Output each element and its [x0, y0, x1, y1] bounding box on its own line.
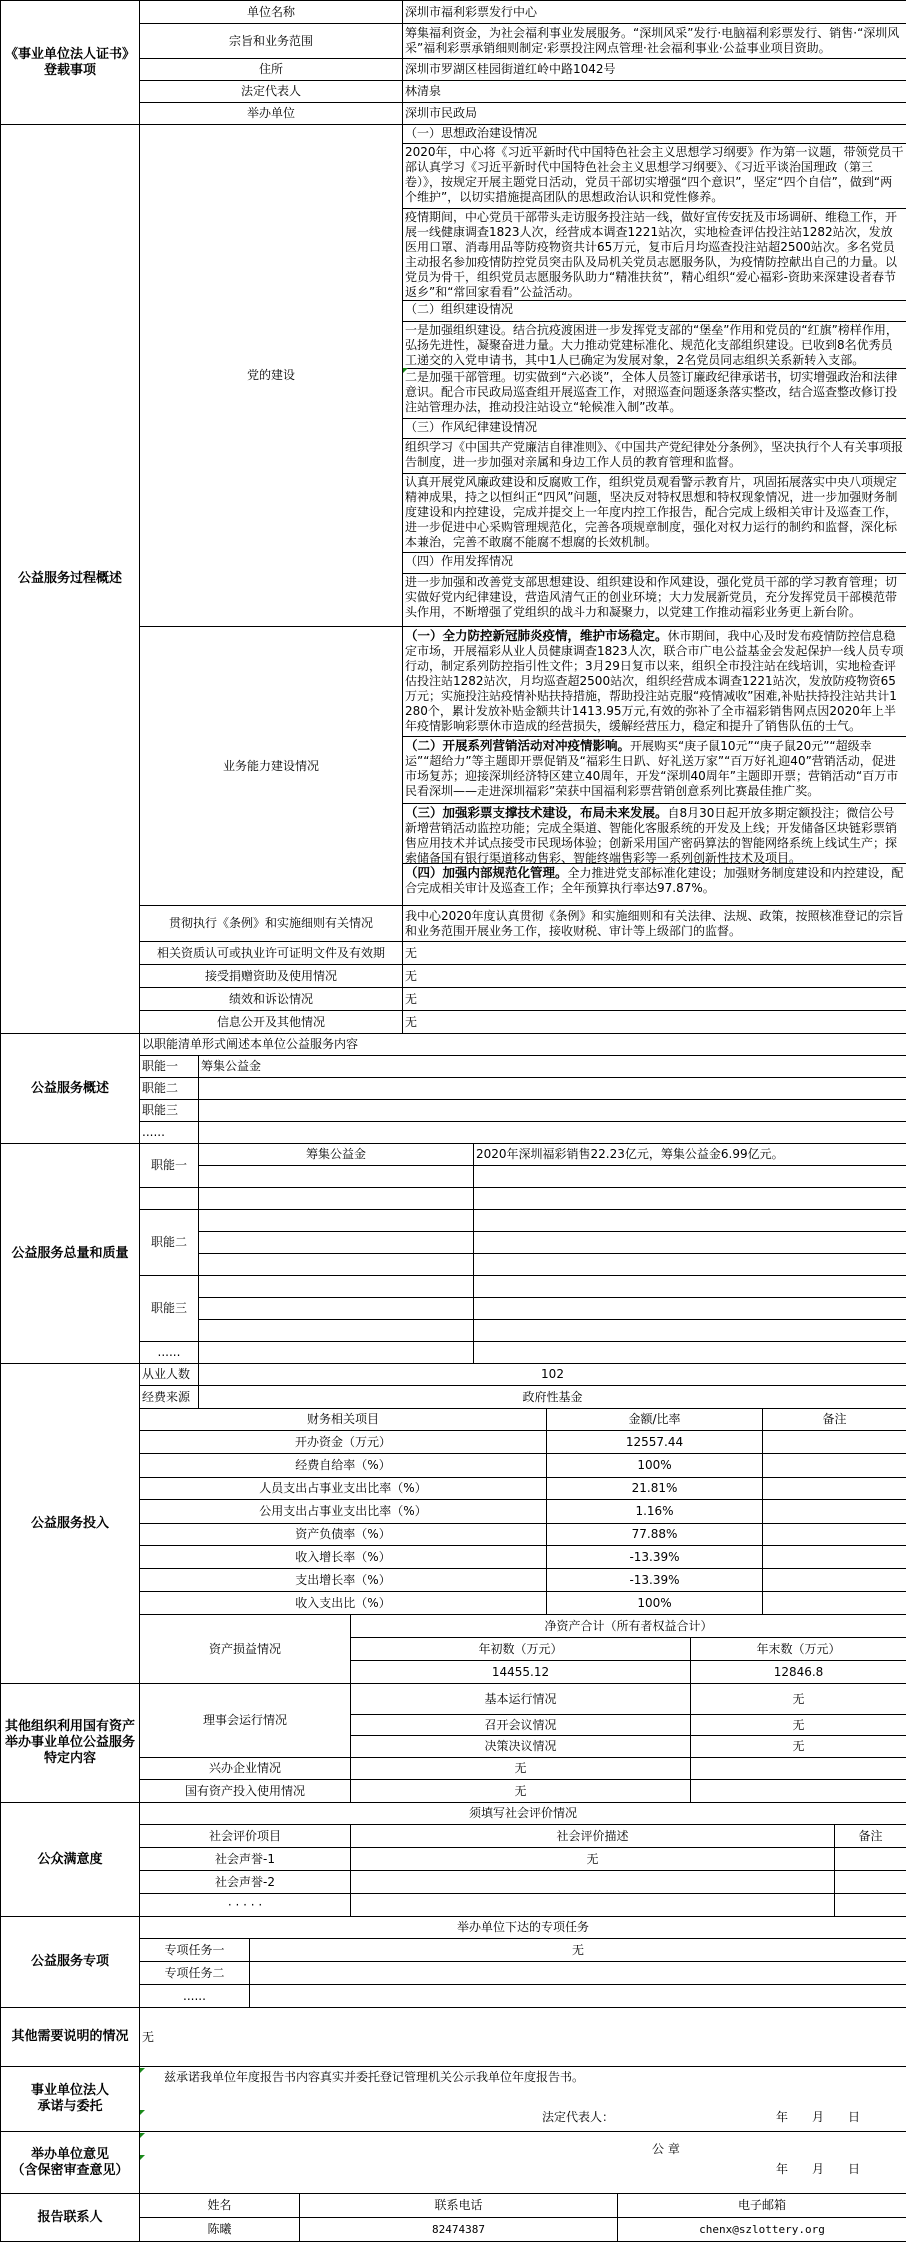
satisfaction-item: 社会声誉-1	[140, 1848, 351, 1871]
finance-remark	[763, 1431, 906, 1454]
party-paragraph: 2020年，中心将《习近平新时代中国特色社会主义思想学习纲要》作为第一议题，带领党员干部认真学习《习近平新时代中国特色社会主义思想学习纲要》、《习近平谈治国理政（第三卷）》，按规定开展主题党日活动，党员干部切实增强“四个意识”，坚定“四个自信”，做到“两个维护”，以切实措施提高团队的思想政治认识和党性修养。	[403, 143, 906, 208]
satisfaction-col-desc: 社会评价描述	[351, 1825, 835, 1848]
finance-remark	[763, 1478, 906, 1500]
unit-name-label: 单位名称	[140, 1, 403, 24]
cell-note-marker	[403, 368, 408, 373]
satisfaction-desc	[351, 1894, 835, 1917]
finance-item: 支出增长率（%）	[140, 1569, 547, 1592]
finance-remark	[763, 1500, 906, 1524]
other-notes-section-label: 其他需要说明的情况	[1, 2008, 140, 2067]
input-section-label: 公益服务投入	[1, 1364, 140, 1684]
closing-table	[0, 2007, 906, 2194]
opinion-month: 月	[812, 2162, 825, 2176]
business-paragraph	[403, 803, 906, 863]
special-task-value	[250, 1962, 906, 1985]
business-capability-label: 业务能力建设情况	[140, 627, 403, 906]
party-heading-1: （一）思想政治建设情况	[405, 126, 538, 140]
registration-table	[0, 0, 906, 125]
satisfaction-item: 社会声誉-2	[140, 1871, 351, 1894]
function-value	[199, 1100, 906, 1122]
commitment-text: 兹承诺我单位年度报告书内容真实并委托登记管理机关公示我单位年度报告书。	[164, 2070, 585, 2084]
input-table	[0, 1363, 906, 1684]
cell-note-marker	[140, 2133, 145, 2138]
donations-label: 接受捐赠资助及使用情况	[140, 965, 403, 988]
qualification-value: 无	[403, 942, 906, 965]
business-capability-content	[403, 627, 906, 906]
commitment-month: 月	[812, 2110, 825, 2124]
disclosure-label: 信息公开及其他情况	[140, 1011, 403, 1034]
overview-section-label: 公益服务概述	[1, 1034, 140, 1144]
business-paragraph-text: 开展购买“庚子鼠10元”“庚子鼠20元”“超级幸运”“超给力”等主题即开票促销及“福彩生日趴、好礼送万家”“百万好礼迎40”营销活动，促进市场复苏；迎接深圳经济特区建立40周年，开发“深圳40周年”主题即开票；营销活动“百万市民看深圳——走进深圳福彩”荣获中国福利彩票营销创意系列比赛最佳推广奖。	[405, 739, 899, 798]
function2-label: 职能二	[140, 1210, 199, 1276]
finance-item: 开办资金（万元）	[140, 1431, 547, 1454]
business-paragraph	[403, 863, 906, 905]
empty-cell	[474, 1320, 906, 1342]
opinion-day: 日	[848, 2162, 861, 2176]
function3-label: 职能三	[140, 1276, 199, 1342]
performance-value: 无	[403, 988, 906, 1011]
function-value	[199, 1078, 906, 1100]
compliance-label: 贯彻执行《条例》和实施细则有关情况	[140, 906, 403, 942]
party-heading-2: （二）组织建设情况	[403, 300, 906, 321]
finance-amount: 1.16%	[547, 1500, 763, 1524]
finance-amount: 77.88%	[547, 1524, 763, 1546]
board-item: 召开会议情况	[351, 1715, 691, 1736]
net-assets-header: 净资产合计（所有者权益合计）	[351, 1615, 906, 1638]
enterprises-value: 无	[351, 1758, 691, 1780]
empty-cell	[199, 1298, 474, 1320]
party-paragraph: 认真开展党风廉政建设和反腐败工作，组织党员观看警示教育片，巩固拓展落实中央八项规定精神成果，持之以恒纠正“四风”问题，坚决反对特权思想和特权现象情况，进一步加强财务制度建设和内控建设，完成并提交上一年度内控工作报告，配合完成上级相关审计及巡查工作，进一步促进中心采购管理规范化，完善各项规章制度，强化对权力运行的制约和监督，深化标本兼治，完善不敢腐不能腐不想腐的长效机制。	[403, 473, 906, 552]
function1-item: 筹集公益金	[199, 1144, 474, 1166]
party-building-label: 党的建设	[140, 125, 403, 627]
net-assets-end-label: 年末数（万元）	[691, 1638, 906, 1661]
net-assets-end-value: 12846.8	[691, 1661, 906, 1684]
finance-header-amount: 金额/比率	[547, 1409, 763, 1431]
empty-cell	[199, 1320, 474, 1342]
party-heading-4: （四）作用发挥情况	[403, 552, 906, 573]
satisfaction-desc	[351, 1871, 835, 1894]
legal-rep-value: 林清泉	[403, 81, 906, 103]
purpose-scope-value: 筹集福利资金，为社会福利事业发展服务。“深圳风采”发行·电脑福利彩票发行、销售·“深圳风采”福利彩票承销细则制定·彩票投注网点管理·社会福利事业·公益事业项目资助。	[403, 24, 906, 59]
empty-cell	[474, 1276, 906, 1298]
cell-note-marker	[140, 2155, 145, 2160]
board-value: 无	[691, 1684, 906, 1715]
address-value: 深圳市罗湖区桂园街道红岭中路1042号	[403, 59, 906, 81]
more-functions-label: ......	[140, 1342, 199, 1364]
empty-cell	[199, 1188, 474, 1210]
satisfaction-col-item: 社会评价项目	[140, 1825, 351, 1848]
empty-cell	[199, 1166, 474, 1188]
business-paragraph	[403, 627, 906, 736]
special-task-value	[250, 1985, 906, 2008]
contact-email-header: 电子邮箱	[618, 2194, 906, 2218]
empty-cell	[691, 1780, 906, 1803]
empty-cell	[474, 1188, 906, 1210]
special-tasks-header: 举办单位下达的专项任务	[140, 1917, 906, 1939]
business-paragraph-heading: （一）全力防控新冠肺炎疫情，维护市场稳定。	[405, 628, 668, 643]
party-paragraph: 进一步加强和改善党支部思想建设、组织建设和作风建设，强化党员干部的学习教育管理；切实做好党内纪律建设，营造风清气正的创业环境；大力发展新党员，充分发挥党员干部模范带头作用，不断增强了党组织的战斗力和凝聚力，以党建工作推动福彩业务更上新台阶。	[403, 573, 906, 626]
satisfaction-header: 须填写社会评价情况	[140, 1803, 906, 1825]
finance-item: 公用支出占事业支出比率（%）	[140, 1500, 547, 1524]
registration-section-label: 《事业单位法人证书》 登载事项	[1, 1, 140, 125]
finance-amount: 100%	[547, 1454, 763, 1478]
board-label: 理事会运行情况	[140, 1684, 351, 1758]
special-task-value: 无	[250, 1939, 906, 1962]
finance-remark	[763, 1546, 906, 1569]
assets-label: 资产损益情况	[140, 1615, 351, 1684]
donations-value: 无	[403, 965, 906, 988]
contact-phone-header: 联系电话	[300, 2194, 618, 2218]
empty-cell	[199, 1276, 474, 1298]
business-paragraph	[403, 736, 906, 803]
party-paragraph: 二是加强干部管理。切实做到“六必谈”，全体人员签订廉政纪律承诺书，切实增强政治和法律意识。配合市民政局巡查组开展巡查工作，对照巡查问题逐条落实整改，结合巡查整改修订投注站管理办法，推动投注站设立“轮候准入制”改革。	[403, 368, 906, 418]
official-seal-label: 公 章	[652, 2142, 680, 2156]
special-tasks-section-label: 公益服务专项	[1, 1917, 140, 2008]
process-section-label: 公益服务过程概述	[1, 125, 140, 1034]
asset-use-value: 无	[351, 1780, 691, 1803]
satisfaction-remark	[835, 1871, 906, 1894]
empty-cell	[199, 1254, 474, 1276]
overview-intro: 以职能清单形式阐述本单位公益服务内容	[140, 1034, 906, 1056]
finance-remark	[763, 1454, 906, 1478]
board-value: 无	[691, 1736, 906, 1758]
business-paragraph-text: 休市期间，我中心及时发布疫情防控信息稳定市场，开展福彩从业人员健康调查1823人次，联合市广电公益基金会发起保护一线人员专项行动，制定系列防控指引性文件；3月29日复市以来，组织全市投注站在线培训，实地检查评估投注站1282站次，月均巡查超2500站次，组织经营成本调查1221站次，发放防疫物资65万元；实施投注站疫情补贴扶持措施，帮助投注站克服“疫情减收”困难,补贴扶持投注站共计1280个，累计发放补贴金额共计1413.95万元,有效的弥补了全市福彩销售网点因2020年上半年疫情影响彩票休市造成的经营损失，缓解经营压力，稳定和提升了销售队伍的士气。	[405, 629, 904, 733]
satisfaction-section-label: 公众满意度	[1, 1803, 140, 1917]
empty-cell	[691, 1758, 906, 1780]
finance-amount: -13.39%	[547, 1546, 763, 1569]
contact-email: chenx@szlottery.org	[618, 2218, 906, 2242]
finance-remark	[763, 1569, 906, 1592]
finance-header-remark: 备注	[763, 1409, 906, 1431]
party-paragraph: 组织学习《中国共产党廉洁自律准则》、《中国共产党纪律处分条例》，坚决执行个人有关事项报告制度，进一步加强对亲属和身边工作人员的教育管理和监督。	[403, 438, 906, 473]
special-task-label: ......	[140, 1985, 250, 2008]
address-label: 住所	[140, 59, 403, 81]
business-paragraph-text: 自8月30日起开放多期定额投注；微信公号新增营销活动监控功能；完成全渠道、智能化客服系统的开发及上线；开发储备区块链彩票销售应用技术并试点接受市民现场体验；创新采用国产密码算法的智能网络系统上线试生产；探索储备国有银行渠道移动售彩、智能终端售彩等一系列创新性技术及项目。	[405, 806, 898, 863]
empty-cell	[199, 1342, 474, 1364]
empty-cell	[140, 1188, 199, 1210]
finance-amount: 12557.44	[547, 1431, 763, 1454]
special-task-label: 专项任务二	[140, 1962, 250, 1985]
performance-label: 绩效和诉讼情况	[140, 988, 403, 1011]
satisfaction-item: · · · · ·	[140, 1894, 351, 1917]
finance-header-item: 财务相关项目	[140, 1409, 547, 1431]
empty-cell	[199, 1232, 474, 1254]
cell-note-marker	[140, 2068, 145, 2073]
finance-item: 人员支出占事业支出比率（%）	[140, 1478, 547, 1500]
funding-source-label: 经费来源	[140, 1386, 199, 1409]
party-paragraph: 疫情期间，中心党员干部带头走访服务投注站一线，做好宣传安抚及市场调研、维稳工作，开展一线健康调查1823人次，经营成本调查1221站次，实地检查评估投注站1282站次，发放医用口罩、消毒用品等防疫物资共计65万元，复市后月均巡查投注站超2500站次。多名党员主动报名参加疫情防控党员突击队及局机关党员志愿服务队，为疫情防控献出自己的力量。以党员为骨干，组织党员志愿服务队助力“精准扶贫”，精心组织“爱心福彩-资助来深建设者春节返乡”和“常回家看看”公益活动。	[403, 208, 906, 300]
staff-value: 102	[199, 1364, 906, 1386]
opinion-year: 年	[776, 2162, 789, 2176]
business-paragraph-heading: （二）开展系列营销活动对冲疫情影响。	[405, 738, 631, 753]
overview-table	[0, 1033, 906, 1144]
satisfaction-desc: 无	[351, 1848, 835, 1871]
contact-phone: 82474387	[300, 2218, 618, 2242]
empty-cell	[474, 1298, 906, 1320]
sponsor-opinion-section-label: 举办单位意见 （含保密审查意见）	[1, 2132, 140, 2194]
empty-cell	[474, 1210, 906, 1232]
contact-name: 陈曦	[140, 2218, 300, 2242]
commitment-section-label: 事业单位法人 承诺与委托	[1, 2067, 140, 2132]
finance-remark	[763, 1524, 906, 1546]
legal-rep-signature-label: 法定代表人：	[542, 2110, 615, 2124]
net-assets-begin-label: 年初数（万元）	[351, 1638, 691, 1661]
function-label: ......	[140, 1122, 199, 1144]
board-item: 决策决议情况	[351, 1736, 691, 1758]
commitment-year: 年	[776, 2110, 789, 2124]
special-task-label: 专项任务一	[140, 1939, 250, 1962]
quantity-quality-section-label: 公益服务总量和质量	[1, 1144, 140, 1364]
party-building-content	[403, 125, 906, 627]
asset-use-label: 国有资产投入使用情况	[140, 1780, 351, 1803]
other-notes-value: 无	[140, 2008, 906, 2067]
compliance-value: 我中心2020年度认真贯彻《条例》和实施细则和有关法律、法规、政策，按照核准登记的宗旨和业务范围开展业务工作，接收财税、审计等上级部门的监督。	[403, 906, 906, 942]
finance-amount: 21.81%	[547, 1478, 763, 1500]
finance-remark	[763, 1592, 906, 1615]
special-tasks-table	[0, 1916, 906, 2008]
purpose-scope-label: 宗旨和业务范围	[140, 24, 403, 59]
satisfaction-col-remark: 备注	[835, 1825, 906, 1848]
board-value: 无	[691, 1715, 906, 1736]
enterprises-label: 兴办企业情况	[140, 1758, 351, 1780]
process-table	[0, 124, 906, 1034]
state-assets-table	[0, 1683, 906, 1803]
quantity-quality-table	[0, 1143, 906, 1364]
disclosure-value: 无	[403, 1011, 906, 1034]
qualification-label: 相关资质认可或执业许可证明文件及有效期	[140, 942, 403, 965]
business-paragraph-heading: （三）加强彩票支撑技术建设，布局未来发展。	[405, 805, 668, 820]
function-label: 职能二	[140, 1078, 199, 1100]
finance-item: 收入支出比（%）	[140, 1592, 547, 1615]
empty-cell	[474, 1232, 906, 1254]
function-label: 职能三	[140, 1100, 199, 1122]
cell-note-marker	[140, 2110, 145, 2115]
finance-item: 资产负债率（%）	[140, 1524, 547, 1546]
sponsor-opinion-cell	[140, 2132, 906, 2194]
state-assets-section-label: 其他组织利用国有资产举办事业单位公益服务特定内容	[1, 1684, 140, 1803]
commitment-day: 日	[848, 2110, 861, 2124]
business-paragraph-text: 全力推进党支部标准化建设；加强财务制度建设和内控建设，配合完成相关审计及巡查工作；全年预算执行率达97.87%。	[405, 866, 904, 895]
finance-amount: -13.39%	[547, 1569, 763, 1592]
contact-table	[0, 2193, 906, 2242]
empty-cell	[474, 1342, 906, 1364]
function1-desc: 2020年深圳福彩销售22.23亿元，筹集公益金6.99亿元。	[474, 1144, 906, 1166]
empty-cell	[474, 1254, 906, 1276]
staff-label: 从业人数	[140, 1364, 199, 1386]
function-value: 筹集公益金	[199, 1056, 906, 1078]
unit-name-value: 深圳市福利彩票发行中心	[403, 1, 906, 24]
board-item: 基本运行情况	[351, 1684, 691, 1715]
business-paragraph-heading: （四）加强内部规范化管理。	[405, 865, 568, 880]
satisfaction-remark	[835, 1894, 906, 1917]
funding-source-value: 政府性基金	[199, 1386, 906, 1409]
satisfaction-table	[0, 1802, 906, 1917]
finance-item: 经费自给率（%）	[140, 1454, 547, 1478]
legal-rep-label: 法定代表人	[140, 81, 403, 103]
contact-name-header: 姓名	[140, 2194, 300, 2218]
function1-label: 职能一	[140, 1144, 199, 1188]
finance-amount: 100%	[547, 1592, 763, 1615]
function-value	[199, 1122, 906, 1144]
function-label: 职能一	[140, 1056, 199, 1078]
net-assets-begin-value: 14455.12	[351, 1661, 691, 1684]
commitment-cell	[140, 2067, 906, 2132]
party-paragraph: 一是加强组织建设。结合抗疫渡困进一步发挥党支部的“堡垒”作用和党员的“红旗”榜样作用，弘扬先进性，凝聚奋进力量。大力推动党建标准化、规范化支部组织建设。已收到8名优秀员工递交的入党申请书，其中1人已确定为发展对象，2名党员同志组织关系新转入支部。	[403, 321, 906, 368]
party-heading-3: （三）作风纪律建设情况	[403, 418, 906, 438]
empty-cell	[474, 1166, 906, 1188]
sponsor-label: 举办单位	[140, 103, 403, 125]
sponsor-value: 深圳市民政局	[403, 103, 906, 125]
empty-cell	[199, 1210, 474, 1232]
contact-section-label: 报告联系人	[1, 2194, 140, 2242]
finance-item: 收入增长率（%）	[140, 1546, 547, 1569]
satisfaction-remark	[835, 1848, 906, 1871]
